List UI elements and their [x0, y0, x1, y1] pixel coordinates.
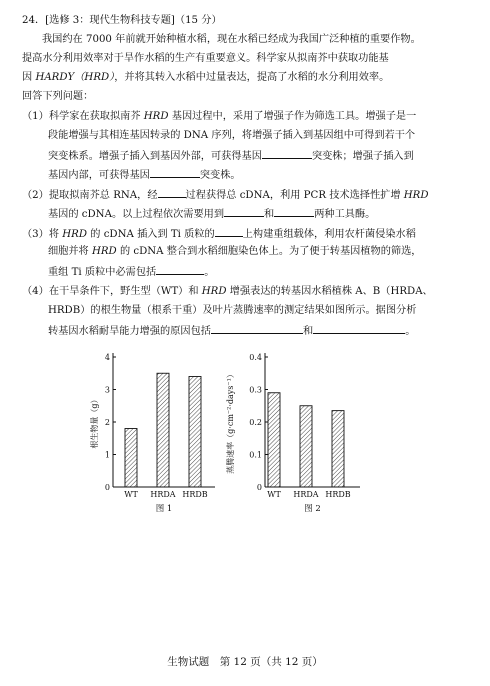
- y-tick-label: 3: [104, 385, 110, 395]
- q4-line-2: HRDB）的根生物量（根系干重）及叶片蒸腾速率的测定结果如图所示。据图分析: [48, 305, 417, 316]
- charts-figure: [0, 345, 490, 545]
- q3-line-1: （3）将 HRD 的 cDNA 插入到 Ti 质粒的 上构建重组载体，利用农杆菌侵染水稻: [22, 226, 416, 242]
- x-tick-label: HRDA: [150, 490, 176, 499]
- intro-line-1: 我国约在 7000 年前就开始种植水稻，现在水稻已经成为我国广泛种植的重要作物。: [42, 34, 421, 45]
- chart-title: 图 1: [155, 504, 173, 514]
- x-tick-label: HRDB: [325, 490, 351, 499]
- bar-hrda: [300, 406, 312, 487]
- blank-2[interactable]: [150, 167, 200, 178]
- y-tick-label: 0: [104, 483, 110, 492]
- intro-line-2: 提高水分利用效率对于旱作水稻的生产有重要意义。科学家从拟南芥中获取功能基: [22, 53, 389, 64]
- bar-wt: [125, 429, 137, 488]
- page-footer: 生物试题 第 12 页（共 12 页）: [167, 656, 323, 668]
- blank-5[interactable]: [274, 206, 314, 217]
- x-tick-label: WT: [267, 490, 281, 499]
- y-tick-label: 0: [256, 483, 262, 492]
- q1-line-4: 基因内部，可获得基因 突变株。: [48, 167, 241, 183]
- blank-3[interactable]: [158, 187, 186, 198]
- y-tick-label: 0.2: [249, 418, 262, 427]
- answer-prompt: 回答下列问题：: [22, 91, 94, 102]
- question-header: 24．[选修 3：现代生物科技专题]（15 分）: [22, 15, 222, 26]
- intro-line-3: 因 HARDY（HRD），并将其转入水稻中过量表达，提高了水稻的水分利用效率。: [22, 72, 390, 83]
- y-tick-label: 0.3: [249, 385, 262, 395]
- blank-4[interactable]: [224, 206, 264, 217]
- bar-hrdb: [332, 411, 344, 487]
- chart-title: 图 2: [304, 504, 321, 514]
- x-tick-label: HRDB: [182, 490, 208, 499]
- q2-line-2: 基因的 cDNA。以上过程依次需要用到 和 两种工具酶。: [48, 206, 375, 222]
- q3-line-2: 细胞并将 HRD 的 cDNA 整合到水稻细胞染色体上。为了便于转基因植物的筛选，: [48, 246, 422, 257]
- blank-6[interactable]: [215, 226, 243, 237]
- y-tick-label: 0.4: [249, 353, 262, 362]
- blank-8[interactable]: [211, 323, 303, 334]
- bar-hrdb: [189, 377, 201, 488]
- y-tick-label: 1: [104, 450, 110, 460]
- q1-line-2: 段能增强与其相连基因转录的 DNA 序列，将增强子插入到基因组中可得到若干个: [48, 130, 416, 141]
- x-tick-label: HRDA: [293, 490, 319, 499]
- y-tick-label: 2: [104, 418, 110, 427]
- chart-1: [89, 353, 215, 514]
- x-tick-label: WT: [124, 490, 138, 499]
- blank-9[interactable]: [313, 323, 405, 334]
- q3-line-3: 重组 Ti 质粒中必需包括 。: [48, 264, 214, 280]
- gene-name: HARDY（HRD）: [35, 72, 115, 83]
- q1-line-1: （1）科学家在获取拟南芥 HRD 基因过程中，采用了增强子作为筛选工具。增强子是一: [22, 111, 417, 122]
- bar-wt: [268, 393, 280, 487]
- q2-line-1: （2）提取拟南芥总 RNA，经 过程获得总 cDNA，利用 PCR 技术选择性扩增 HRD: [22, 187, 429, 203]
- q4-line-3: 转基因水稻耐旱能力增强的原因包括 和 。: [48, 323, 415, 339]
- y-axis-label: 根生物量（g）: [90, 395, 99, 449]
- y-tick-label: 4: [104, 353, 110, 362]
- y-tick-label: 0.1: [249, 450, 262, 460]
- q1-line-3: 突变株系。增强子插入到基因外部，可获得基因 突变株；增强子插入到: [48, 148, 414, 164]
- blank-7[interactable]: [156, 264, 204, 275]
- y-axis-label: 蒸腾速率（g·cm⁻²·days⁻¹）: [226, 370, 235, 474]
- chart-2: [225, 353, 360, 514]
- bar-hrda: [157, 373, 169, 487]
- q4-line-1: （4）在干旱条件下，野生型（WT）和 HRD 增强表达的转基因水稻植株 A、B（HRDA、: [22, 286, 433, 297]
- blank-1[interactable]: [262, 148, 312, 159]
